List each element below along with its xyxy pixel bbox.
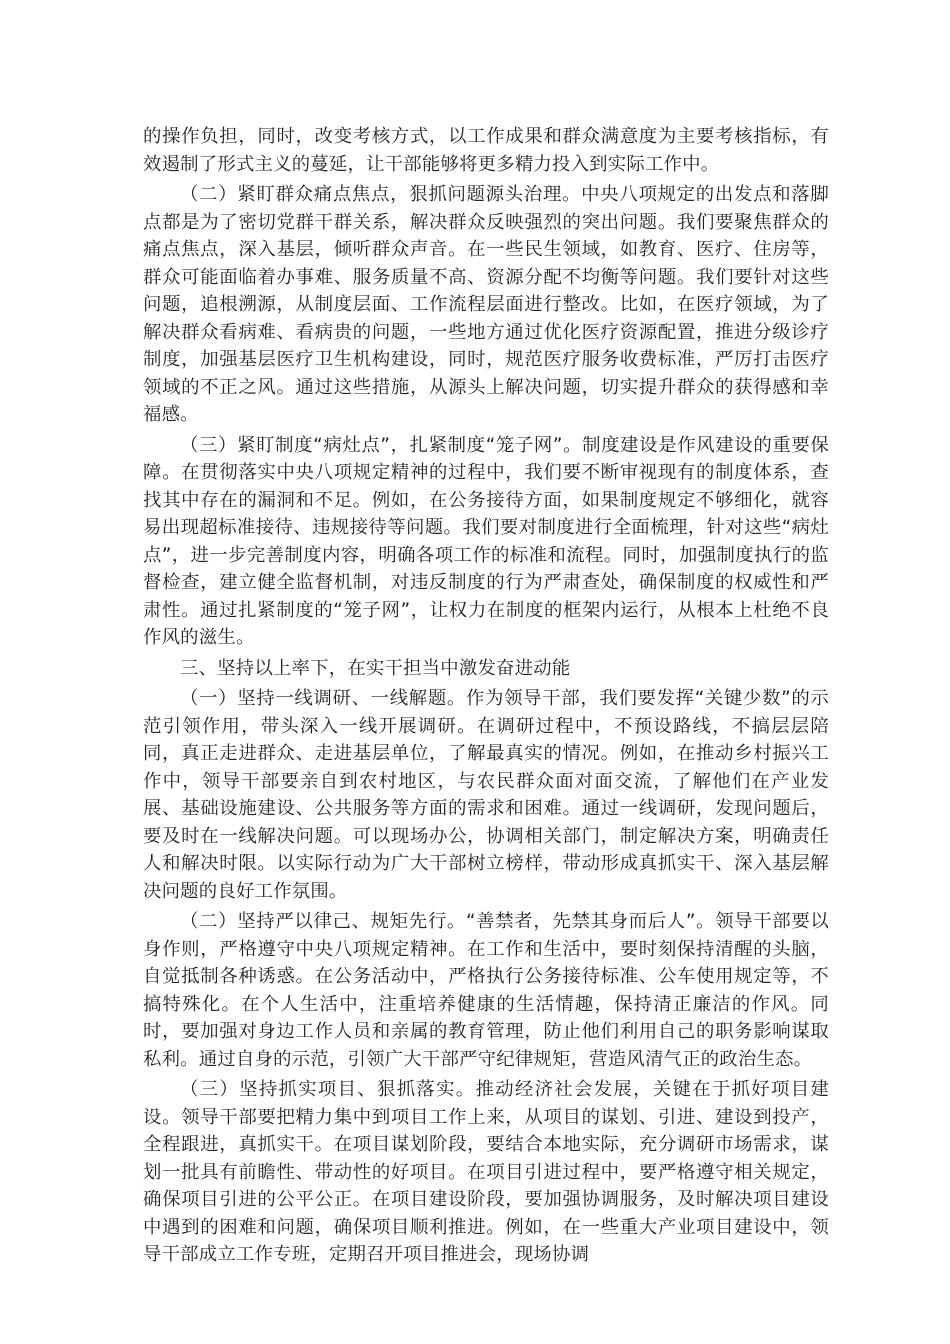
paragraph-self-discipline: （二）坚持严以律己、规矩先行。“善禁者，先禁其身而后人”。领导干部要以身作则，严格遵守中央八项规定精神。在工作和生活中，要时刻保持清醒的头脑，自觉抵制各种诱惑。在公务活动中，严格执行公务接待标准、公车使用规定等，不搞特殊化。在个人生活中，注重培养健康的生活情趣，保持清正廉洁的作风。同时，要加强对身边工作人员和亲属的教育管理，防止他们利用自己的职务影响谋取私利。通过自身的示范，引领广大干部严守纪律规矩，营造风清气正的政治生态。: [143, 911, 829, 1070]
paragraph-project-implementation: （三）坚持抓实项目、狠抓落实。推动经济社会发展，关键在于抓好项目建设。领导干部要把精力集中到项目工作上来，从项目的谋划、引进、建设到投产，全程跟进，真抓实干。在项目谋划阶段，要结合本地实际，充分调研市场需求，谋划一批具有前瞻性、带动性的好项目。在项目引进过程中，要严格遵守相关规定，确保项目引进的公平公正。在项目建设阶段，要加强协调服务，及时解决项目建设中遇到的困难和问题，确保项目顺利推进。例如，在一些重大产业项目建设中，领导干部成立工作专班，定期召开项目推进会，现场协调: [143, 1079, 829, 1265]
document-body: [143, 123, 829, 1272]
paragraph-frontline-research: （一）坚持一线调研、一线解题。作为领导干部，我们要发挥“关键少数”的示范引领作用，带头深入一线开展调研。在调研过程中，不预设路线，不搞层层陪同，真正走进群众、走进基层单位，了解最真实的情况。例如，在推动乡村振兴工作中，领导干部要亲自到农村地区，与农民群众面对面交流，了解他们在产业发展、基础设施建设、公共服务等方面的需求和困难。通过一线调研，发现问题后，要及时在一线解决问题。可以现场办公，协调相关部门，制定解决方案，明确责任人和解决时限。以实际行动为广大干部树立榜样，带动形成真抓实干、深入基层解决问题的良好工作氛围。: [143, 688, 829, 902]
paragraph-system-loopholes: （三）紧盯制度“病灶点”，扎紧制度“笼子网”。制度建设是作风建设的重要保障。在贯彻落实中央八项规定精神的过程中，我们要不断审视现有的制度体系，查找其中存在的漏洞和不足。例如，在公务接待方面，如果制度规定不够细化，就容易出现超标准接待、违规接待等问题。我们要对制度进行全面梳理，针对这些“病灶点”，进一步完善制度内容，明确各项工作的标准和流程。同时，加强制度执行的监督检查，建立健全监督机制，对违反制度的行为严肃查处，确保制度的权威性和严肃性。通过扎紧制度的“笼子网”，让权力在制度的框架内运行，从根本上杜绝不良作风的滋生。: [143, 434, 829, 648]
paragraph-continuation: 的操作负担，同时，改变考核方式，以工作成果和群众满意度为主要考核指标，有效遏制了形式主义的蔓延，让干部能够将更多精力投入到实际工作中。: [143, 126, 829, 175]
section-heading-three: 三、坚持以上率下，在实干担当中激发奋进动能: [180, 657, 571, 679]
paragraph-focus-pain-points: （二）紧盯群众痛点焦点，狠抓问题源头治理。中央八项规定的出发点和落脚点都是为了密切党群干群关系，解决群众反映强烈的突出问题。我们要聚焦群众的痛点焦点，深入基层，倾听群众声音。在一些民生领域，如教育、医疗、住房等，群众可能面临着办事难、服务质量不高、资源分配不均衡等问题。我们要针对这些问题，追根溯源，从制度层面、工作流程层面进行整改。比如，在医疗领域，为了解决群众看病难、看病贵的问题，一些地方通过优化医疗资源配置，推进分级诊疗制度，加强基层医疗卫生机构建设，同时，规范医疗服务收费标准，严厉打击医疗领域的不正之风。通过这些措施，从源头上解决问题，切实提升群众的获得感和幸福感。: [143, 184, 829, 425]
